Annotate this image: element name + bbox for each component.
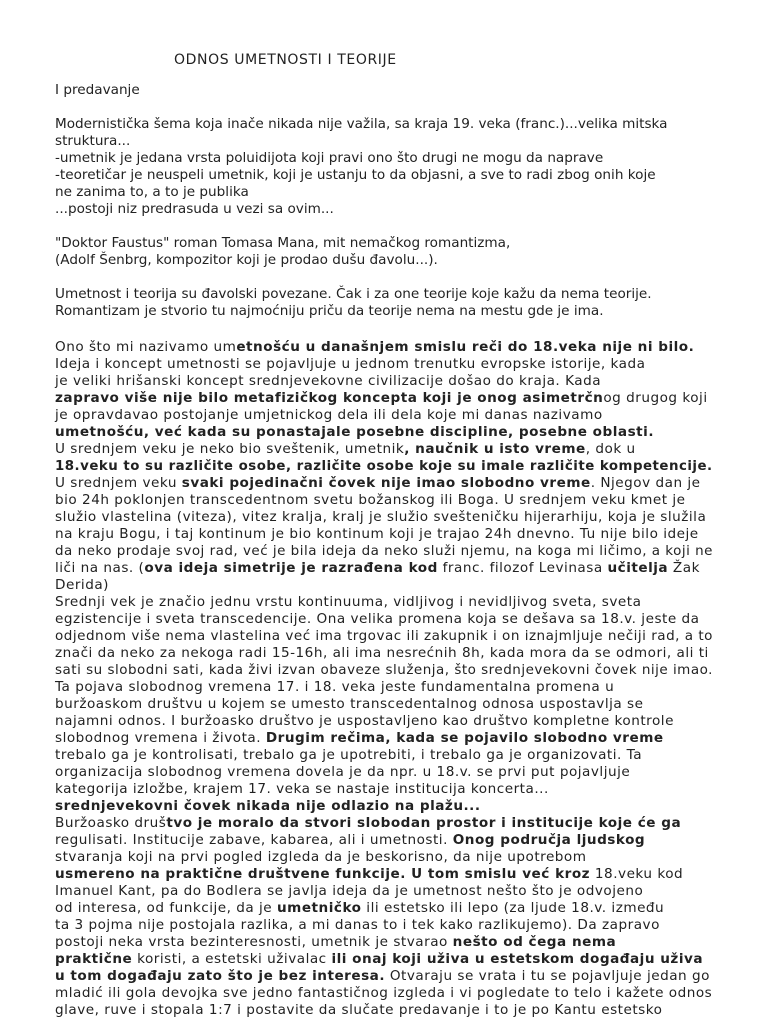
text-run: U srednjem veku je neko bio sveštenik, umetnik xyxy=(55,441,405,457)
text-run: znači da neko za nekoga radi 15-16h, ali ima nesrećnih 8h, kada mora da se odmori, ali ti xyxy=(55,645,709,661)
text-run: Derida) xyxy=(55,577,109,593)
bold-text-run: etnošću u današnjem smislu reči do 18.veka nije ni bilo. xyxy=(236,339,695,355)
text-line xyxy=(55,475,701,492)
text-line xyxy=(55,252,438,269)
text-line xyxy=(55,509,706,526)
text-line xyxy=(55,628,713,645)
text-run: ne zanima to, a to je publika xyxy=(55,184,249,200)
text-line xyxy=(55,133,130,150)
bold-text-run: učitelja xyxy=(607,560,669,576)
text-run: -umetnik je jedana vrsta poluidijota koji pravi ono što drugi ne mogu da naprave xyxy=(55,150,604,166)
text-run: Otvaraju se vrata i tu se pojavljuje jedan go xyxy=(385,968,710,984)
text-line xyxy=(55,611,700,628)
text-run: ta 3 pojma nije postojala razlika, a mi danas to i tek kako razlikujemo). Da zapravo xyxy=(55,917,660,933)
text-run: Modernistička šema koja inače nikada nije važila, sa kraja 19. veka (franc.)...velika mitska xyxy=(55,116,668,132)
text-line xyxy=(55,543,713,560)
text-run: U srednjem veku xyxy=(55,475,182,491)
text-line xyxy=(55,951,703,968)
text-run: Ono što mi nazivamo um xyxy=(55,339,237,355)
text-line xyxy=(55,985,712,1002)
text-run: , dok u xyxy=(585,441,636,457)
text-line xyxy=(55,167,656,184)
text-run: od interesa, od funkcije, da je xyxy=(55,900,277,916)
text-line xyxy=(55,934,616,951)
bold-text-run: svaki pojedinačni čovek nije imao slobodno vreme xyxy=(181,475,591,491)
text-line xyxy=(55,407,603,424)
text-run: na kraju Bogu, i taj kontinum je bio kontinum koji je trajao 24h dnevno. Tu nije bilo ideje xyxy=(55,526,699,542)
text-line xyxy=(55,201,334,218)
text-line xyxy=(55,866,683,883)
text-run: Ta pojava slobodnog vremena 17. i 18. veka jeste fundamentalna promena u xyxy=(55,679,615,695)
text-line xyxy=(55,730,664,747)
text-line xyxy=(55,303,604,320)
bold-text-run: zapravo više nije bilo metafizičkog koncepta koji je onog asimetrčn xyxy=(55,390,604,406)
text-run: liči na nas. ( xyxy=(55,560,145,576)
text-run: mladić ili gola devojka sve jedno fantastičnog izgleda i vi pogledate to telo i kažete odnos xyxy=(55,985,713,1001)
bold-text-run: u tom događaju zato što je bez interesa. xyxy=(55,968,386,984)
text-line xyxy=(55,917,660,934)
text-line xyxy=(55,116,668,133)
text-line xyxy=(55,968,710,985)
text-run: -teoretičar je neuspeli umetnik, koji je ustanju to da objasni, a sve to radi zbog onih koje xyxy=(55,167,656,183)
bold-text-run: praktične xyxy=(55,951,133,967)
text-run: Imanuel Kant, pa do Bodlera se javlja ideja da je umetnost nešto što je odvojeno xyxy=(55,883,644,899)
text-run: trebalo ga je kontrolisati, trebalo ga je upotrebiti, i trebalo ga je organizovati. Ta xyxy=(55,747,643,763)
text-run: ili estetsko ili lepo (za ljude 18.v. između xyxy=(361,900,665,916)
text-line xyxy=(55,679,614,696)
text-run: služio vlastelina (viteza), vitez kralja, kralj je služio svešteničku hijerarhiju, koja je služila xyxy=(55,509,707,525)
text-run: Žak xyxy=(668,560,700,576)
text-run: je opravdavao postojanje umjetnickog dela ili dela koje mi danas nazivamo xyxy=(55,407,603,423)
text-line xyxy=(55,883,643,900)
text-run: og drugog koji xyxy=(603,390,708,406)
text-run: buržoaskom društvu u kojem se umesto transcedentalnog odnosa uspostavlja se xyxy=(55,696,644,712)
bold-text-run: umetničko xyxy=(277,900,362,916)
text-run: postoji neka vrsta bezinteresnosti, umetnik je stvarao xyxy=(55,934,453,950)
text-run: Romantizam je stvorio tu najmoćniju priču da teorije nema na mestu gde je ima. xyxy=(55,303,604,319)
text-line xyxy=(55,235,510,252)
text-line xyxy=(55,339,694,356)
text-line xyxy=(55,458,713,475)
bold-text-run: 18.veku to su različite osobe, različite osobe koje su imale različite kompetencije. xyxy=(55,458,713,474)
text-run: I predavanje xyxy=(55,82,140,98)
text-line xyxy=(55,696,643,713)
bold-text-run: ova ideja simetrije je razrađena kod xyxy=(144,560,438,576)
text-line xyxy=(55,286,652,303)
text-run: egzistencije i sveta transcedencije. Ona velika promena koja se dešava sa 18.v. jeste da xyxy=(55,611,700,627)
text-run: struktura... xyxy=(55,133,131,149)
text-run: . Njegov dan je xyxy=(590,475,701,491)
text-run: najamni odnos. I buržoasko društvo je uspostavljeno kao društvo kompletne kontrole xyxy=(55,713,674,729)
text-run: je veliki hrišanski koncept srednjevekovne civilizacije došao do kraja. Kada xyxy=(55,373,602,389)
bold-text-run: umetnošću, već kada su ponastajale posebne discipline, posebne oblasti. xyxy=(55,424,654,440)
text-line xyxy=(55,82,140,99)
text-line xyxy=(55,1002,662,1019)
text-line xyxy=(55,577,109,594)
bold-text-run: Drugim rečima, kada se pojavilo slobodno vreme xyxy=(265,730,664,746)
text-line xyxy=(55,441,636,458)
text-line xyxy=(55,815,681,832)
text-line xyxy=(55,150,603,167)
text-line xyxy=(55,356,645,373)
bold-text-run: srednjevekovni čovek nikada nije odlazio na plažu... xyxy=(55,798,481,814)
text-run: Ideja i koncept umetnosti se pojavljuje u jednom trenutku evropske istorije, kada xyxy=(55,356,646,372)
text-run: odjednom više nema vlastelina već ima trgovac ili zakupnik i on iznajmljuje nečiji rad, a to xyxy=(55,628,713,644)
text-run: slobodnog vremena i života. xyxy=(55,730,266,746)
text-line xyxy=(55,781,549,798)
text-line xyxy=(55,373,601,390)
text-line xyxy=(55,662,713,679)
text-run: regulisati. Institucije zabave, kabareа, ali i umetnosti. xyxy=(55,832,453,848)
text-line xyxy=(55,526,699,543)
text-run: ...postoji niz predrasuda u vezi sa ovim... xyxy=(55,201,334,217)
text-line xyxy=(55,492,686,509)
text-run: 18.veku kod xyxy=(590,866,684,882)
text-run: sati su slobodni sati, kada živi izvan obaveze služenja, što srednjevekovni čovek nije imao. xyxy=(55,662,713,678)
text-line xyxy=(55,832,645,849)
text-line xyxy=(55,560,700,577)
bold-text-run: tvo je moralo da stvori slobodan prostor i institucije koje će ga xyxy=(166,815,682,831)
text-line xyxy=(55,764,630,781)
text-run: koristi, a estetski uživalac xyxy=(132,951,332,967)
text-line xyxy=(55,184,249,201)
text-run: Buržoasko druš xyxy=(55,815,167,831)
text-line xyxy=(55,713,674,730)
text-run: kategorija izložbe, krajem 17. veka se nastaje institucija koncerta... xyxy=(55,781,549,797)
text-line xyxy=(55,390,708,407)
text-run: glave, ruve i stopala 1:7 i postavite da slučate predavanje i to je po Kantu estetsko xyxy=(55,1002,663,1018)
bold-text-run: Onog područja ljudskog xyxy=(452,832,646,848)
bold-text-run: ili onaj koji uživa u estetskom događaju uživa xyxy=(331,951,704,967)
bold-text-run: usmereno na praktične društvene funkcije. U tom smislu već kroz xyxy=(55,866,591,882)
bold-text-run: , naučnik u isto vreme xyxy=(404,441,586,457)
document-title: ODNOS UMETNOSTI I TEORIJE xyxy=(174,52,397,68)
text-line xyxy=(55,424,654,441)
text-line xyxy=(55,594,641,611)
text-line xyxy=(55,645,709,662)
text-run: da neko prodaje svoj rad, već je bila ideja da neko služi njemu, na koga mi ličimo, a koji ne xyxy=(55,543,713,559)
text-line xyxy=(55,849,587,866)
text-run: "Doktor Faustus" roman Tomasa Mana, mit nemačkog romantizma, xyxy=(55,235,511,251)
bold-text-run: nešto od čega nema xyxy=(452,934,617,950)
text-line xyxy=(55,900,664,917)
text-run: (Adolf Šenbrg, kompozitor koji je prodao dušu đavolu...). xyxy=(55,252,438,268)
text-run: organizacija slobodnog vremena dovela je da npr. u 18.v. se prvi put pojavljuje xyxy=(55,764,631,780)
text-line xyxy=(55,747,642,764)
text-run: bio 24h poklonjen transcedentnom svetu božanskog ili Boga. U srednjem veku kmet je xyxy=(55,492,686,508)
text-run: Umetnost i teorija su đavolski povezane. Čak i za one teorije koje kažu da nema teorije. xyxy=(55,286,652,302)
text-run: Srednji vek je značio jednu vrstu kontinuuma, vidljivog i nevidljivog sveta, sveta xyxy=(55,594,642,610)
text-line xyxy=(55,798,481,815)
text-run: stvaranja koji na prvi pogled izgleda da je beskorisno, da nije upotrebom xyxy=(55,849,587,865)
text-run: franc. filozof Levinasa xyxy=(437,560,608,576)
